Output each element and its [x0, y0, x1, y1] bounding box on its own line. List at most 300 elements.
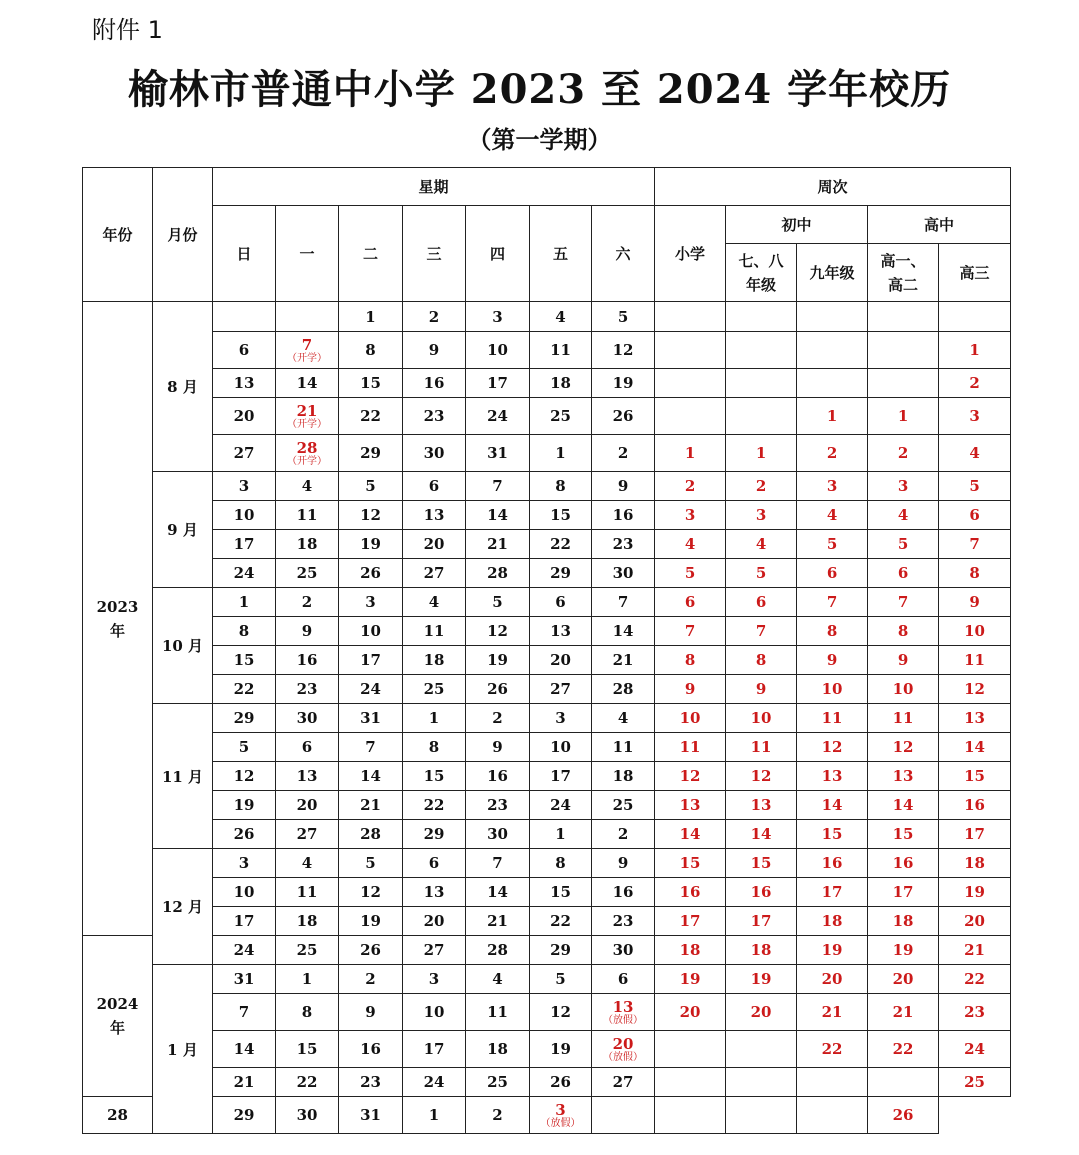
year-number: 2023	[96, 597, 139, 616]
table-row	[83, 530, 1011, 559]
table-row	[83, 791, 1011, 820]
week-number-junior-9	[797, 369, 868, 398]
day-cell-tue: 3	[339, 588, 403, 617]
week-number-junior-9: 11	[797, 704, 868, 733]
week-number-junior-78: 19	[726, 965, 797, 994]
header-weekday-wed: 三	[403, 206, 466, 302]
day-cell-tue: 7	[339, 733, 403, 762]
week-number-junior-78: 6	[726, 588, 797, 617]
week-number-primary	[655, 1068, 726, 1097]
week-number-primary: 8	[655, 646, 726, 675]
week-number-senior-12: 3	[868, 472, 939, 501]
week-number-junior-9: 14	[797, 791, 868, 820]
day-cell-fri: 11	[530, 332, 592, 369]
week-number-junior-78	[726, 332, 797, 369]
day-cell-mon: 20	[276, 791, 339, 820]
week-number-senior-3: 23	[939, 994, 1011, 1031]
day-cell-sat: 9	[592, 472, 655, 501]
table-row	[83, 965, 1011, 994]
day-cell-thu: 25	[466, 1068, 530, 1097]
day-cell-fri: 8	[530, 849, 592, 878]
year-number: 2024	[96, 995, 139, 1013]
week-number-primary: 18	[655, 936, 726, 965]
table-row	[83, 302, 1011, 332]
week-number-junior-9: 22	[797, 1031, 868, 1068]
day-cell-sat: 28	[592, 675, 655, 704]
day-cell-thu: 11	[466, 994, 530, 1031]
week-number-primary: 1	[655, 435, 726, 472]
day-cell-fri: 1	[530, 820, 592, 849]
table-row	[83, 369, 1011, 398]
day-cell-mon: 16	[276, 646, 339, 675]
day-cell-sun: 15	[213, 646, 276, 675]
day-cell-sat: 4	[592, 704, 655, 733]
week-number-junior-78: 15	[726, 849, 797, 878]
day-cell-sat: 16	[592, 878, 655, 907]
day-cell-sat: 6	[592, 965, 655, 994]
day-cell-mon	[276, 332, 339, 369]
day-cell-sat: 19	[592, 369, 655, 398]
week-number-primary: 6	[655, 588, 726, 617]
day-cell-tue: 9	[339, 994, 403, 1031]
header-junior-78	[726, 244, 797, 302]
day-cell-thu: 24	[466, 398, 530, 435]
day-cell-sat: 2	[592, 820, 655, 849]
day-cell-thu: 28	[466, 559, 530, 588]
day-cell-mon: 22	[276, 1068, 339, 1097]
week-number-junior-78: 10	[726, 704, 797, 733]
week-number-senior-3: 22	[939, 965, 1011, 994]
day-cell-thu: 26	[466, 675, 530, 704]
week-number-senior-12: 12	[868, 733, 939, 762]
week-number-senior-3: 6	[939, 501, 1011, 530]
week-number-junior-9: 3	[797, 472, 868, 501]
week-number-senior-3: 16	[939, 791, 1011, 820]
week-number-senior-3: 3	[939, 398, 1011, 435]
week-number-senior-3: 5	[939, 472, 1011, 501]
week-number-senior-3: 24	[939, 1031, 1011, 1068]
day-cell-sat: 12	[592, 332, 655, 369]
day-cell-sun: 5	[213, 733, 276, 762]
day-cell-sun: 10	[213, 878, 276, 907]
day-cell-thu: 23	[466, 791, 530, 820]
day-cell-fri: 13	[530, 617, 592, 646]
day-cell-wed: 3	[403, 965, 466, 994]
week-number-senior-12: 21	[868, 994, 939, 1031]
week-number-junior-78: 13	[726, 791, 797, 820]
day-cell-thu: 7	[466, 472, 530, 501]
week-number-senior-12: 18	[868, 907, 939, 936]
day-cell-tue: 26	[339, 559, 403, 588]
header-year: 年份	[83, 168, 153, 302]
day-cell-tue: 19	[339, 530, 403, 559]
week-number-senior-3: 26	[868, 1097, 939, 1134]
day-cell-sun: 19	[213, 791, 276, 820]
day-cell-thu: 2	[466, 704, 530, 733]
day-cell-sat	[592, 1031, 655, 1068]
day-cell-sun: 17	[213, 907, 276, 936]
day-cell-tue: 5	[339, 849, 403, 878]
day-cell-tue: 19	[339, 907, 403, 936]
week-number-senior-3: 4	[939, 435, 1011, 472]
day-cell-tue: 29	[339, 435, 403, 472]
month-cell: 1 月	[153, 965, 213, 1134]
day-cell-tue: 8	[339, 332, 403, 369]
week-number-senior-12: 9	[868, 646, 939, 675]
week-number-primary	[655, 332, 726, 369]
header-junior-9: 九年级	[797, 244, 868, 302]
day-cell-thu: 1	[403, 1097, 466, 1134]
header-senior-12-line2: 高二	[888, 275, 919, 294]
week-number-primary: 20	[655, 994, 726, 1031]
table-row	[83, 994, 1011, 1031]
day-cell-mon: 29	[213, 1097, 276, 1134]
header-senior-12	[868, 244, 939, 302]
table-row	[83, 704, 1011, 733]
day-cell-thu: 28	[466, 936, 530, 965]
week-number-senior-12	[868, 332, 939, 369]
month-cell: 11 月	[153, 704, 213, 849]
day-cell-wed: 15	[403, 762, 466, 791]
day-cell-sat: 2	[592, 435, 655, 472]
week-number-junior-9: 9	[797, 646, 868, 675]
week-number-senior-12: 8	[868, 617, 939, 646]
day-cell-mon: 23	[276, 675, 339, 704]
day-cell-sun: 27	[213, 435, 276, 472]
day-cell-sat: 23	[592, 530, 655, 559]
day-cell-wed: 6	[403, 849, 466, 878]
day-cell-sat: 27	[592, 1068, 655, 1097]
week-number-junior-9: 8	[797, 617, 868, 646]
month-cell: 8 月	[153, 302, 213, 472]
week-number-senior-12: 20	[868, 965, 939, 994]
day-cell-mon: 2	[276, 588, 339, 617]
day-cell-tue: 2	[339, 965, 403, 994]
day-cell-wed: 10	[403, 994, 466, 1031]
month-cell: 10 月	[153, 588, 213, 704]
day-cell-thu: 31	[466, 435, 530, 472]
day-cell-wed: 23	[403, 398, 466, 435]
week-number-senior-12	[868, 1068, 939, 1097]
day-cell-tue: 23	[339, 1068, 403, 1097]
week-number-junior-78	[726, 369, 797, 398]
day-cell-thu: 30	[466, 820, 530, 849]
week-number-senior-3	[939, 302, 1011, 332]
day-cell-fri: 8	[530, 472, 592, 501]
week-number-junior-78	[726, 302, 797, 332]
day-number: 3	[555, 1100, 566, 1119]
header-weekday-thu: 四	[466, 206, 530, 302]
week-number-junior-78: 17	[726, 907, 797, 936]
day-number: 20	[612, 1034, 634, 1053]
week-number-junior-78: 1	[726, 435, 797, 472]
day-cell-wed: 29	[403, 820, 466, 849]
week-number-junior-78	[726, 1031, 797, 1068]
day-cell-fri: 5	[530, 965, 592, 994]
day-cell-wed: 20	[403, 530, 466, 559]
day-cell-tue: 26	[339, 936, 403, 965]
school-calendar-table	[82, 167, 1011, 1134]
week-number-primary: 9	[655, 675, 726, 704]
week-number-senior-3: 11	[939, 646, 1011, 675]
week-number-junior-9: 16	[797, 849, 868, 878]
day-cell-wed: 30	[403, 435, 466, 472]
day-cell-sat: 21	[592, 646, 655, 675]
table-row	[83, 936, 1011, 965]
day-cell-tue: 16	[339, 1031, 403, 1068]
week-number-junior-78: 4	[726, 530, 797, 559]
day-cell-sun: 29	[213, 704, 276, 733]
day-cell-sun: 3	[213, 849, 276, 878]
day-cell-mon: 6	[276, 733, 339, 762]
week-number-senior-12: 7	[868, 588, 939, 617]
header-junior-78-line1: 七、八	[738, 251, 784, 270]
day-cell-sat: 16	[592, 501, 655, 530]
week-number-junior-9: 13	[797, 762, 868, 791]
day-cell-wed: 20	[403, 907, 466, 936]
week-number-primary: 13	[655, 791, 726, 820]
header-weekday-tue: 二	[339, 206, 403, 302]
header-junior-group: 初中	[726, 206, 868, 244]
day-number: 21	[296, 401, 318, 420]
day-cell-fri: 10	[530, 733, 592, 762]
week-number-senior-3: 9	[939, 588, 1011, 617]
day-cell-wed: 27	[403, 559, 466, 588]
day-cell-fri: 1	[530, 435, 592, 472]
day-cell-sun: 21	[213, 1068, 276, 1097]
header-senior-group: 高中	[868, 206, 1011, 244]
day-cell-sun: 24	[213, 936, 276, 965]
table-row	[83, 501, 1011, 530]
week-number-senior-3: 14	[939, 733, 1011, 762]
week-number-junior-78: 20	[726, 994, 797, 1031]
header-weekday-fri: 五	[530, 206, 592, 302]
day-cell-sat: 25	[592, 791, 655, 820]
day-cell-wed: 17	[403, 1031, 466, 1068]
day-cell-tue: 17	[339, 646, 403, 675]
week-number-primary: 19	[655, 965, 726, 994]
day-cell-sun: 28	[83, 1097, 153, 1134]
day-cell-wed: 2	[403, 302, 466, 332]
week-number-primary: 5	[655, 559, 726, 588]
day-cell-fri: 29	[530, 936, 592, 965]
week-number-senior-3: 21	[939, 936, 1011, 965]
week-number-primary: 3	[655, 501, 726, 530]
day-number: 7	[301, 335, 313, 354]
day-cell-mon: 25	[276, 936, 339, 965]
day-cell-sat: 30	[592, 559, 655, 588]
table-row	[83, 762, 1011, 791]
week-number-primary: 4	[655, 530, 726, 559]
week-number-junior-9	[797, 332, 868, 369]
week-number-junior-9: 5	[797, 530, 868, 559]
day-cell-mon: 4	[276, 849, 339, 878]
week-number-junior-9: 15	[797, 820, 868, 849]
week-number-junior-9: 4	[797, 501, 868, 530]
day-cell-tue: 22	[339, 398, 403, 435]
day-cell-tue: 12	[339, 878, 403, 907]
day-cell-mon	[276, 435, 339, 472]
week-number-senior-3: 20	[939, 907, 1011, 936]
day-cell-thu: 21	[466, 530, 530, 559]
table-row	[83, 435, 1011, 472]
year-unit: 年	[109, 621, 125, 640]
day-cell-thu: 5	[466, 588, 530, 617]
day-cell-mon	[276, 398, 339, 435]
week-number-senior-12: 4	[868, 501, 939, 530]
week-number-junior-78: 18	[726, 936, 797, 965]
week-number-senior-12: 5	[868, 530, 939, 559]
header-month: 月份	[153, 168, 213, 302]
day-cell-sun: 26	[213, 820, 276, 849]
header-primary: 小学	[655, 206, 726, 302]
table-row	[83, 878, 1011, 907]
week-number-junior-78: 11	[726, 733, 797, 762]
week-number-junior-9	[797, 1068, 868, 1097]
holiday-note: （放假）	[603, 1051, 644, 1063]
week-number-primary	[655, 302, 726, 332]
week-number-senior-12: 15	[868, 820, 939, 849]
day-cell-mon: 18	[276, 530, 339, 559]
header-junior-78-line2: 年级	[746, 275, 777, 294]
day-cell-sun: 22	[213, 675, 276, 704]
day-cell-wed: 13	[403, 501, 466, 530]
week-number-primary: 14	[655, 820, 726, 849]
page-subtitle: （第一学期）	[467, 125, 612, 154]
day-number: 28	[296, 438, 318, 457]
week-number-senior-3: 10	[939, 617, 1011, 646]
day-cell-thu: 18	[466, 1031, 530, 1068]
day-cell-sat: 30	[592, 936, 655, 965]
day-cell-tue: 5	[339, 472, 403, 501]
week-number-junior-78: 3	[726, 501, 797, 530]
day-cell-tue: 1	[339, 302, 403, 332]
day-cell-wed: 18	[403, 646, 466, 675]
day-cell-sun: 13	[213, 369, 276, 398]
day-cell-sat: 18	[592, 762, 655, 791]
table-row	[83, 1031, 1011, 1068]
day-cell-thu: 19	[466, 646, 530, 675]
week-number-senior-12	[868, 302, 939, 332]
day-cell-sat: 23	[592, 907, 655, 936]
week-number-senior-3: 1	[939, 332, 1011, 369]
day-cell-thu: 9	[466, 733, 530, 762]
week-number-junior-78: 2	[726, 472, 797, 501]
year-unit: 年	[109, 1019, 125, 1037]
week-number-junior-9	[797, 302, 868, 332]
week-number-primary	[655, 369, 726, 398]
day-cell-mon: 18	[276, 907, 339, 936]
day-cell-sat: 14	[592, 617, 655, 646]
day-cell-mon: 1	[276, 965, 339, 994]
week-number-primary: 11	[655, 733, 726, 762]
header-weeks-group: 周次	[655, 168, 1011, 206]
day-cell-sat: 7	[592, 588, 655, 617]
day-cell-wed: 16	[403, 369, 466, 398]
day-cell-tue: 21	[339, 791, 403, 820]
week-number-junior-78: 9	[726, 675, 797, 704]
week-number-junior-9: 21	[797, 994, 868, 1031]
table-row	[83, 733, 1011, 762]
week-number-junior-9: 20	[797, 965, 868, 994]
day-cell-wed: 13	[403, 878, 466, 907]
week-number-junior-78: 7	[726, 617, 797, 646]
year-cell	[83, 302, 153, 936]
week-number-senior-3: 8	[939, 559, 1011, 588]
day-cell-mon: 27	[276, 820, 339, 849]
week-number-senior-12	[868, 369, 939, 398]
week-number-junior-78: 12	[726, 762, 797, 791]
header-weekday-group: 星期	[213, 168, 655, 206]
table-row	[83, 820, 1011, 849]
day-cell-sun: 31	[213, 965, 276, 994]
page-title: 榆林市普通中小学 2023 至 2024 学年校历	[127, 66, 952, 113]
table-row	[83, 1068, 1011, 1097]
week-number-primary: 12	[655, 762, 726, 791]
week-number-senior-12: 13	[868, 762, 939, 791]
day-cell-fri: 20	[530, 646, 592, 675]
table-row	[83, 646, 1011, 675]
holiday-note: （放假）	[540, 1117, 581, 1129]
day-cell-sun	[213, 302, 276, 332]
day-cell-wed: 8	[403, 733, 466, 762]
calendar-body	[83, 302, 1011, 1134]
day-cell-wed: 4	[403, 588, 466, 617]
day-cell-sun: 1	[213, 588, 276, 617]
day-cell-mon: 13	[276, 762, 339, 791]
school-start-note: （开学）	[287, 455, 327, 467]
week-number-senior-3: 7	[939, 530, 1011, 559]
day-cell-tue: 10	[339, 617, 403, 646]
week-number-primary: 10	[655, 704, 726, 733]
day-cell-sun: 3	[213, 472, 276, 501]
week-number-junior-9: 19	[797, 936, 868, 965]
week-number-senior-3: 25	[939, 1068, 1011, 1097]
week-number-junior-78: 8	[726, 646, 797, 675]
day-cell-sun: 8	[213, 617, 276, 646]
table-row	[83, 1097, 1011, 1134]
week-number-senior-3: 17	[939, 820, 1011, 849]
day-cell-thu: 16	[466, 762, 530, 791]
week-number-junior-78: 5	[726, 559, 797, 588]
week-number-senior-12: 10	[868, 675, 939, 704]
day-cell-wed: 31	[339, 1097, 403, 1134]
school-start-note: （开学）	[287, 418, 327, 430]
week-number-junior-9: 6	[797, 559, 868, 588]
day-cell-sat: 9	[592, 849, 655, 878]
day-cell-fri: 2	[466, 1097, 530, 1134]
day-cell-thu: 7	[466, 849, 530, 878]
day-cell-mon: 9	[276, 617, 339, 646]
day-cell-sun: 6	[213, 332, 276, 369]
table-row	[83, 559, 1011, 588]
day-cell-tue: 15	[339, 369, 403, 398]
day-cell-thu: 14	[466, 501, 530, 530]
day-cell-sun: 12	[213, 762, 276, 791]
week-number-primary	[592, 1097, 655, 1134]
day-cell-fri: 15	[530, 501, 592, 530]
day-cell-wed: 24	[403, 1068, 466, 1097]
week-number-senior-12: 11	[868, 704, 939, 733]
table-row	[83, 617, 1011, 646]
day-cell-fri: 22	[530, 530, 592, 559]
day-cell-fri: 12	[530, 994, 592, 1031]
day-cell-fri: 26	[530, 1068, 592, 1097]
day-cell-fri: 25	[530, 398, 592, 435]
week-number-junior-78: 14	[726, 820, 797, 849]
header-senior-12-line1: 高一、	[880, 251, 926, 270]
week-number-senior-12: 2	[868, 435, 939, 472]
